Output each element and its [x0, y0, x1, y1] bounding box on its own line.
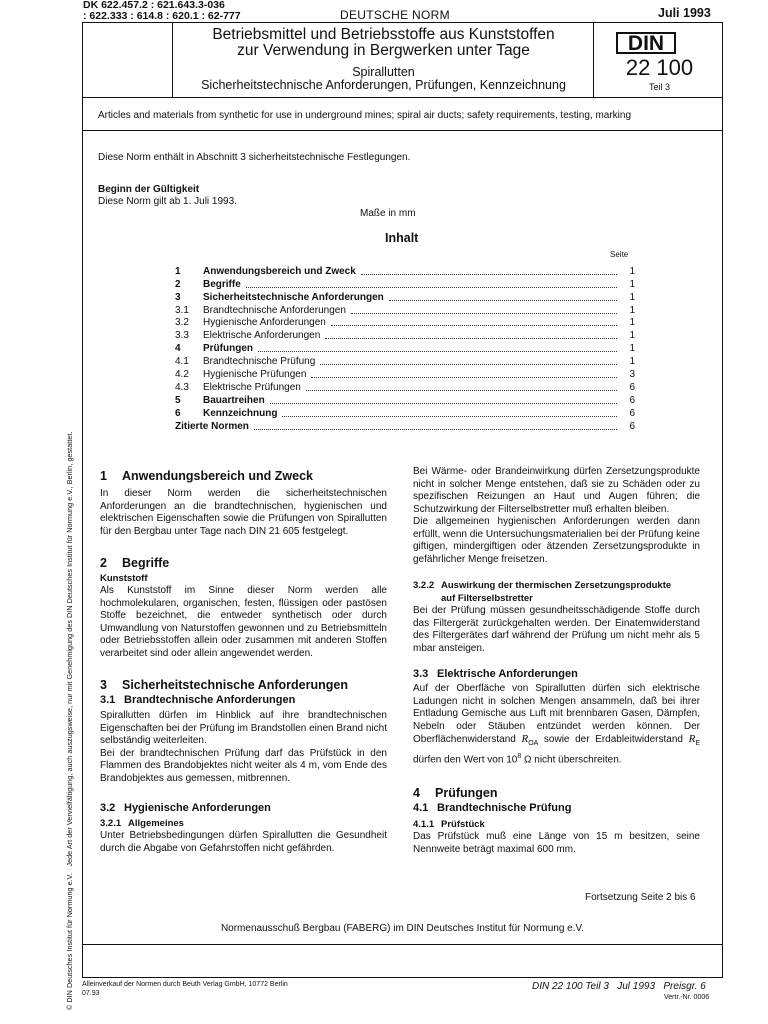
document-subtitle	[174, 66, 593, 92]
din-logo: DIN	[616, 32, 676, 54]
toc-entry	[175, 341, 635, 354]
subtitle-line-1: Spirallutten	[352, 65, 415, 79]
section-text: Bei der Prüfung müssen gesundheitsschädigende Stoffe durch das Filtergerät zurückgehalten werden. Der Einatemwiderstand des Filtergerätes darf während der Prüfung um nicht mehr als 5 mbar ansteigen.	[413, 605, 700, 654]
toc-entry-title: Begriffe	[203, 278, 241, 290]
section-title: Allgemeines	[128, 818, 184, 829]
section-number: 4.1	[413, 802, 429, 815]
footer-divider	[82, 944, 723, 945]
toc-entry	[175, 406, 635, 419]
section-number: 3	[100, 678, 107, 692]
toc-entry-page: 1	[629, 356, 635, 368]
footer-vertrieb-number: Vertr.-Nr. 0006	[664, 994, 710, 1001]
section-title: Prüfungen	[435, 786, 498, 801]
toc-entry-number: 5	[175, 394, 181, 406]
subsubsection-heading	[413, 818, 700, 831]
toc-entry-title: Hygienische Anforderungen	[203, 317, 326, 329]
title-line-1: Betriebsmittel und Betriebsstoffe aus Kunststoffen	[212, 26, 555, 43]
footer-date-code: 07.93	[82, 990, 100, 997]
exponent: 8	[517, 752, 522, 760]
subsubsection-heading	[413, 579, 700, 605]
toc-entry	[175, 290, 635, 303]
toc-entry	[175, 303, 635, 316]
toc-entry	[175, 354, 635, 367]
toc-leader-dots	[306, 390, 617, 391]
toc-entry-page: 6	[629, 394, 635, 406]
toc-entry-number: 4.3	[175, 381, 189, 393]
toc-entry-title: Hygienische Prüfungen	[203, 369, 307, 381]
section-text	[413, 683, 700, 766]
toc-heading: Inhalt	[385, 231, 419, 245]
committee-note: Normenausschuß Bergbau (FABERG) im DIN Deutsches Institut für Normung e.V.	[220, 923, 585, 934]
toc-entry	[175, 367, 635, 380]
section-text: Spirallutten dürfen im Hinblick auf ihre brandtechnischen Eigenschaften bei der Prüfung im Brandstollen einen Brand nicht selbständig weiterleiten.	[100, 710, 387, 746]
section-heading	[100, 555, 387, 571]
section-title: Begriffe	[122, 556, 170, 570]
dk-classification	[83, 0, 241, 22]
toc-entry-page: 1	[629, 291, 635, 303]
section-text: Die allgemeinen hygienischen Anforderungen werden dann erfüllt, wenn die Untersuchungsmaterialien bei der Prüfung keine giftigen, mindergiftigen oder ätzenden Zersetzungsprodukte in gefährlicher Menge freisetzen.	[413, 516, 700, 565]
toc-entry-number: 3	[175, 291, 181, 303]
dk-line-2: : 622.333 : 614.8 : 620.1 : 62-777	[83, 10, 241, 22]
toc-entry-number: 4.2	[175, 369, 189, 381]
toc-leader-dots	[246, 287, 617, 288]
toc-entry-number: 4.1	[175, 356, 189, 368]
subtitle-line-2: Sicherheitstechnische Anforderungen, Prüfungen, Kennzeichnung	[201, 78, 566, 92]
section-number: 3.1	[100, 694, 116, 706]
section-title: Hygienische Anforderungen	[124, 802, 271, 814]
footer-document-id: DIN 22 100 Teil 3 Jul 1993 Preisgr. 6	[532, 981, 706, 992]
toc-entry-title: Zitierte Normen	[175, 420, 249, 432]
toc-leader-dots	[351, 313, 617, 314]
subsubsection-heading	[100, 817, 387, 830]
continuation-note: Fortsetzung Seite 2 bis 6	[585, 892, 696, 903]
header-divider	[593, 22, 594, 98]
document-title	[174, 27, 593, 59]
section-number: 3.3	[413, 668, 429, 680]
copyright-text: © DIN Deutsches Institut für Normung e.V. · Jede Art der Vervielfältigung, auch auszugsweise, nur mit Genehmigung des DIN Deutsches Institut für Normung e.V., Berlin, gestattet.	[65, 431, 74, 1010]
section-text: Bei der brandtechnischen Prüfung darf das Prüfstück in den Flammen des Brandobjektes nicht weiter als 4 m, vom Ende des Brandobjektes aus gemessen, mitbrennen.	[100, 747, 387, 784]
toc-entry-number: 3.1	[175, 304, 189, 316]
section-text: In dieser Norm werden die sicherheitstechnischen Anforderungen an die brandtechnischen, hygienischen und elektrischen Eigenschaften sowie die Prüfungen von Spirallutten für den Bergbau unter Tage nach DIN 21 605 festgelegt.	[100, 488, 387, 537]
section-text: Unter Betriebsbedingungen dürfen Spirallutten die Gesundheit durch die Abgabe von Gefahrstoffen nicht gefährden.	[100, 830, 387, 854]
toc-leader-dots	[270, 403, 617, 404]
subsection-heading	[413, 667, 700, 681]
teil-label: Teil 3	[648, 82, 670, 92]
toc-entry-number: 6	[175, 407, 181, 419]
title-line-2: zur Verwendung in Bergwerken unter Tage	[237, 42, 530, 59]
section-title-continued: auf Filterselbstretter	[441, 593, 533, 604]
section-number: 4	[413, 786, 420, 801]
section-number: 3.2.2	[413, 580, 435, 591]
section-title: Sicherheitstechnische Anforderungen	[122, 678, 348, 692]
toc-entry	[175, 419, 635, 432]
toc-entry-title: Kennzeichnung	[203, 407, 278, 419]
toc-entry-number: 3.2	[175, 317, 189, 329]
toc-leader-dots	[258, 351, 617, 352]
toc-leader-dots	[311, 377, 617, 378]
units-note: Maße in mm	[360, 208, 416, 219]
toc-entry-page: 6	[629, 381, 635, 393]
toc-entry-page: 1	[629, 304, 635, 316]
section-title: Prüfstück	[441, 819, 485, 831]
toc-leader-dots	[361, 274, 617, 275]
toc-leader-dots	[254, 429, 617, 430]
section-text: Das Prüfstück muß eine Länge von 15 m besitzen, seine Nennweite beträgt maximal 600 mm.	[413, 831, 700, 855]
symbol-subscript: OA	[528, 740, 539, 747]
toc-entry-title: Elektrische Prüfungen	[203, 381, 301, 393]
toc-entry-page: 1	[629, 265, 635, 277]
toc-entry-title: Anwendungsbereich und Zweck	[203, 265, 356, 277]
section-title: Brandtechnische Prüfung	[437, 802, 572, 815]
toc-entry-page: 1	[629, 317, 635, 329]
text-part: sowie der Erdableitwiderstand	[538, 734, 689, 745]
section-heading	[100, 468, 387, 484]
toc-entry	[175, 328, 635, 341]
toc-entry-page: 1	[629, 330, 635, 342]
section-text: Bei Wärme- oder Brandeinwirkung dürfen Zersetzungsprodukte nicht in solcher Menge entstehen, daß sie zu Schäden oder zu spezifischen Reizungen an Haut und Augen führen; die Schutzwirkung der Filterselbstretter muß erhalten bleiben.	[413, 466, 700, 515]
toc-leader-dots	[282, 416, 617, 417]
section-title: Anwendungsbereich und Zweck	[122, 469, 313, 483]
section-heading	[100, 677, 387, 693]
english-title: Articles and materials from synthetic for use in underground mines; spiral air ducts; safety requirements, testing, marking	[98, 110, 632, 121]
subsection-heading	[100, 693, 387, 707]
toc-leader-dots	[389, 300, 617, 301]
toc-leader-dots	[331, 325, 617, 326]
footer-left	[82, 980, 288, 998]
toc-entry	[175, 393, 635, 406]
toc-entry-page: 1	[629, 343, 635, 355]
divider-line	[82, 130, 723, 131]
intro-text: Diese Norm enthält in Abschnitt 3 sicherheitstechnische Festlegungen.	[98, 152, 411, 163]
toc-entry-page: 6	[629, 420, 635, 432]
toc-entry	[175, 380, 635, 393]
toc-entry-title: Brandtechnische Anforderungen	[203, 304, 346, 316]
symbol-subscript: E	[695, 740, 700, 747]
table-of-contents	[175, 264, 635, 432]
validity-text: Diese Norm gilt ab 1. Juli 1993.	[98, 196, 237, 207]
toc-leader-dots	[320, 364, 617, 365]
section-heading	[413, 785, 700, 801]
section-title: Elektrische Anforderungen	[437, 668, 578, 680]
section-title: Auswirkung der thermischen Zersetzungsprodukte	[441, 580, 672, 591]
text-part: Auf der Oberfläche von Spirallutten dürfen sich elektrische Ladungen nicht in solchen Mengen ansammeln, daß bei ihrer Entladung Gemische aus Luft mit brennbaren Gasen, Dämpfen, Nebeln oder Stäuben entzündet werden können. Der Oberflächenwiderstand	[413, 683, 700, 745]
dk-line-1: DK 622.457.2 : 621.643.3-036	[83, 0, 225, 11]
publication-date: Juli 1993	[658, 6, 711, 20]
right-column	[413, 466, 700, 856]
toc-entry-number: 3.3	[175, 330, 189, 342]
toc-entry-page: 6	[629, 407, 635, 419]
toc-entry-title: Brandtechnische Prüfung	[203, 356, 316, 368]
symbol-r: R	[521, 733, 529, 745]
toc-entry	[175, 264, 635, 277]
toc-entry	[175, 277, 635, 290]
section-number: 4.1.1	[413, 819, 435, 831]
toc-entry-title: Sicherheitstechnische Anforderungen	[203, 291, 384, 303]
toc-entry-number: 4	[175, 343, 181, 355]
section-number: 3.2	[100, 802, 116, 814]
section-title: Brandtechnische Anforderungen	[124, 694, 296, 706]
symbol-r: R	[688, 733, 696, 745]
toc-entry-title: Prüfungen	[203, 343, 253, 355]
section-text: Als Kunststoff im Sinne dieser Norm werden alle hochmolekularen, organischen, festen, flüssigen oder pastösen Stoffe bezeichnet, die entweder synthetisch oder durch Umwandlung von Naturstoffen gewonnen und zu Betriebsmitteln oder Betriebsstoffen allein oder zusammen mit anderen Stoffen verarbeitet sind oder allein angewendet werden.	[100, 585, 387, 659]
toc-entry	[175, 316, 635, 329]
section-number: 1	[100, 469, 107, 483]
din-number: 22 100	[625, 55, 694, 80]
toc-entry-title: Bauartreihen	[203, 394, 265, 406]
deutsche-norm-label: DEUTSCHE NORM	[340, 8, 450, 22]
section-number: 2	[100, 556, 107, 570]
text-part: dürfen den Wert von 10	[413, 753, 518, 765]
toc-page-label: Seite	[610, 250, 629, 259]
subsection-heading	[100, 801, 387, 815]
section-number: 3.2.1	[100, 818, 122, 829]
toc-entry-title: Elektrische Anforderungen	[203, 330, 321, 342]
term-heading: Kunststoff	[100, 573, 148, 584]
header-left-cell	[82, 22, 173, 98]
toc-entry-page: 1	[629, 278, 635, 290]
toc-entry-page: 3	[629, 369, 635, 381]
left-column	[100, 468, 387, 855]
toc-leader-dots	[325, 338, 617, 339]
text-part: Ω nicht überschreiten.	[521, 753, 622, 765]
subsection-heading	[413, 801, 700, 815]
toc-entry-number: 2	[175, 278, 181, 290]
footer-sales-note: Alleinverkauf der Normen durch Beuth Verlag GmbH, 10772 Berlin	[82, 981, 288, 988]
validity-heading: Beginn der Gültigkeit	[98, 184, 200, 195]
copyright-side-text	[58, 160, 72, 1010]
toc-entry-number: 1	[175, 265, 181, 277]
